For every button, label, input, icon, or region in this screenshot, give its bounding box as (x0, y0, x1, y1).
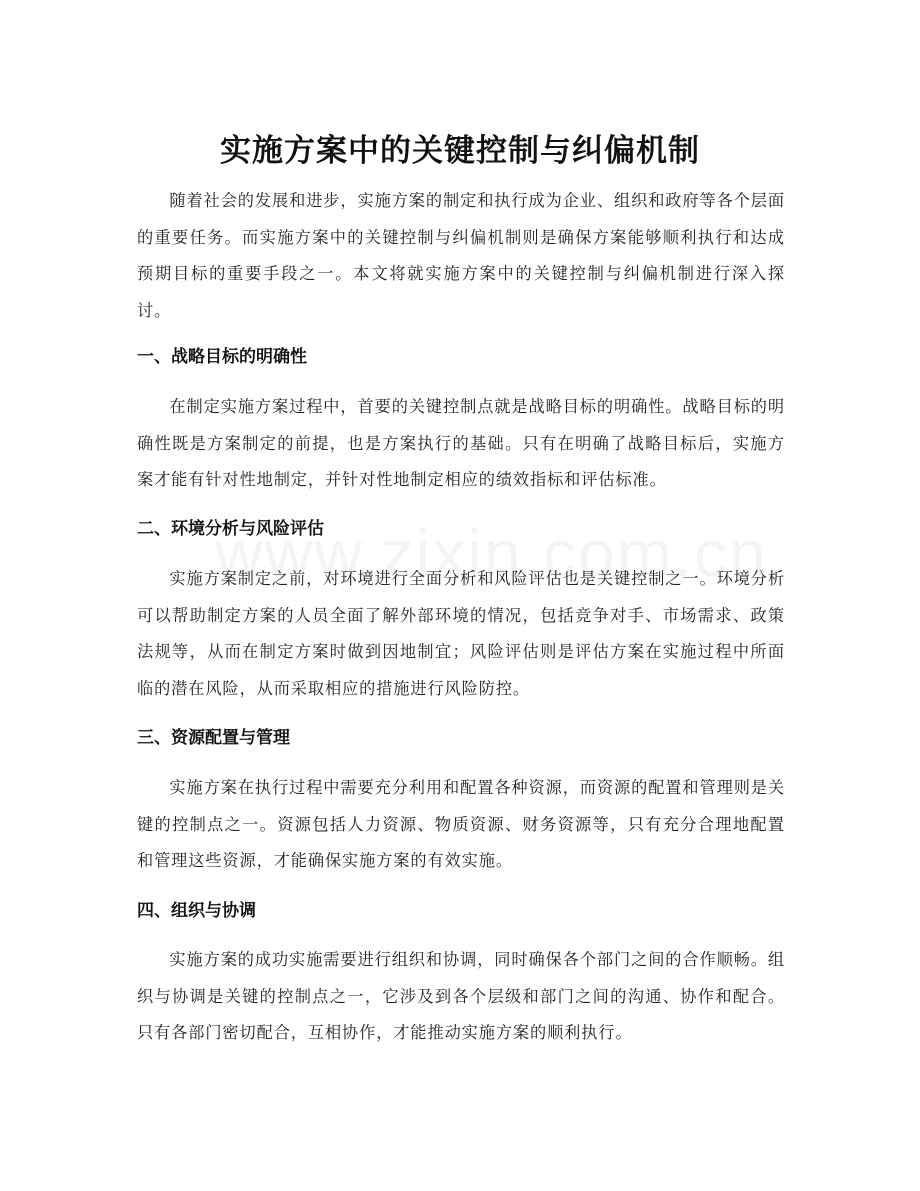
section-body-4: 实施方案的成功实施需要进行组织和协调，同时确保各个部门之间的合作顺畅。组织与协调是关键的控制点之一，它涉及到各个层级和部门之间的沟通、协作和配合。只有各部门密切配合，互相协作，才能推动实施方案的顺利执行。 (137, 950, 785, 1042)
intro-paragraph: 随着社会的发展和进步，实施方案的制定和执行成为企业、组织和政府等各个层面的重要任务。而实施方案中的关键控制与纠偏机制则是确保方案能够顺利执行和达成预期目标的重要手段之一。本文将就实施方案中的关键控制与纠偏机制进行深入探讨。 (137, 191, 785, 320)
section-body-2: 实施方案制定之前，对环境进行全面分析和风险评估也是关键控制之一。环境分析可以帮助制定方案的人员全面了解外部环境的情况，包括竞争对手、市场需求、政策法规等，从而在制定方案时做到因地制宜；风险评估则是评估方案在实施过程中所面临的潜在风险，从而采取相应的措施进行风险防控。 (137, 569, 785, 698)
section-heading-2: 二、环境分析与风险评估 (137, 519, 324, 539)
section-heading-3: 三、资源配置与管理 (137, 728, 290, 748)
section-heading-4: 四、组织与协调 (137, 901, 256, 921)
section-body-3: 实施方案在执行过程中需要充分利用和配置各种资源，而资源的配置和管理则是关键的控制点之一。资源包括人力资源、物质资源、财务资源等，只有充分合理地配置和管理这些资源，才能确保实施方案的有效实施。 (137, 778, 785, 870)
document-title: 实施方案中的关键控制与纠偏机制 (220, 132, 700, 169)
section-body-1: 在制定实施方案过程中，首要的关键控制点就是战略目标的明确性。战略目标的明确性既是方案制定的前提，也是方案执行的基础。只有在明确了战略目标后，实施方案才能有针对性地制定，并针对性地制定相应的绩效指标和评估标准。 (137, 397, 785, 489)
section-heading-1: 一、战略目标的明确性 (137, 347, 307, 367)
